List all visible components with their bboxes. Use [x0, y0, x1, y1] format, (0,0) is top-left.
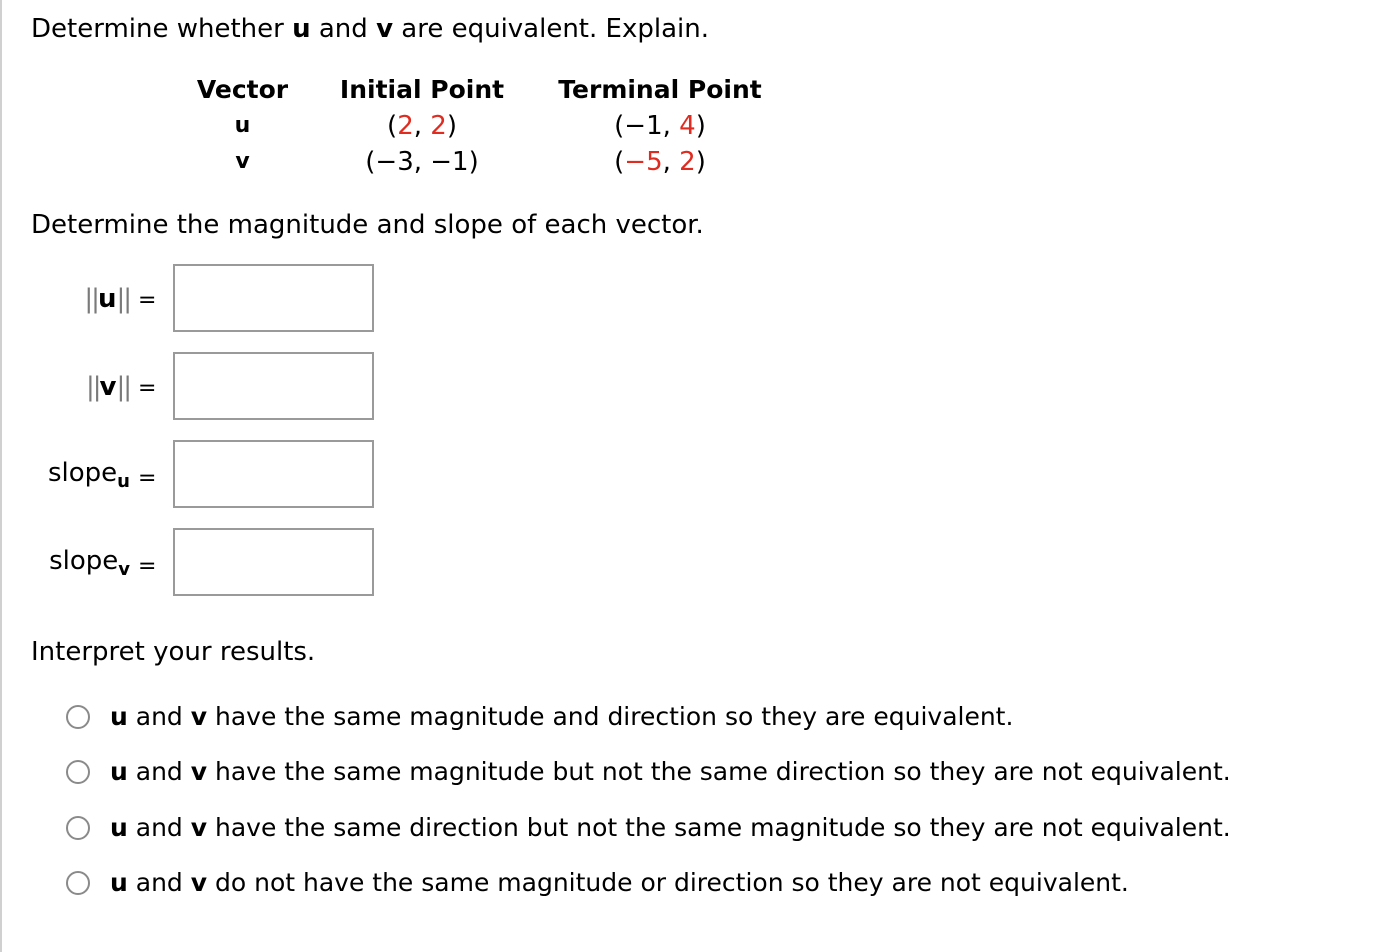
coord-value: 2	[679, 147, 696, 177]
row-u-initial	[327, 108, 517, 144]
norm-bars: ||	[116, 284, 130, 314]
vector-u-symbol: u	[110, 702, 128, 731]
slope-u-input[interactable]	[173, 440, 374, 508]
paren: (	[614, 147, 625, 177]
norm-bars: ||	[85, 372, 100, 402]
initial-point-column	[327, 72, 517, 180]
terminal-point-column	[548, 72, 772, 180]
option-row-4[interactable]	[66, 868, 1129, 897]
option-text: have the same direction but not the same magnitude so they are not equivalent.	[207, 813, 1231, 842]
equals-sign: =	[138, 288, 157, 313]
option-label-3[interactable]	[110, 813, 1231, 842]
vector-u-symbol: u	[110, 868, 128, 897]
norm-v-label	[0, 372, 130, 402]
paren: (	[614, 111, 625, 141]
paren: )	[695, 147, 706, 177]
row-u-name: u	[234, 113, 251, 138]
slope-v-input[interactable]	[173, 528, 374, 596]
radio-option-1[interactable]	[66, 705, 90, 729]
norm-v-input[interactable]	[173, 352, 374, 420]
option-text: and	[127, 702, 191, 731]
vector-v-subscript: v	[118, 559, 130, 580]
separator: ,	[413, 111, 431, 141]
equals-sign: =	[138, 554, 157, 579]
header-vector: Vector	[196, 75, 289, 104]
radio-option-2[interactable]	[66, 760, 90, 784]
section-heading-magnitude: Determine the magnitude and slope of each vector.	[31, 210, 704, 240]
vector-u-subscript: u	[117, 471, 130, 492]
option-text: have the same magnitude but not the same direction so they are not equivalent.	[207, 757, 1231, 786]
vector-column	[180, 72, 305, 180]
coord-value: 2	[430, 111, 447, 141]
paren: )	[446, 111, 457, 141]
option-label-1[interactable]	[110, 702, 1013, 731]
option-row-1[interactable]	[66, 702, 1013, 731]
separator: ,	[662, 111, 680, 141]
option-row-3[interactable]	[66, 813, 1231, 842]
paren: (	[387, 111, 398, 141]
row-v-name: v	[235, 149, 250, 174]
separator: ,	[413, 147, 431, 177]
separator: ,	[662, 147, 680, 177]
norm-bars: ||	[84, 284, 98, 314]
radio-option-4[interactable]	[66, 871, 90, 895]
prompt-text: are equivalent. Explain.	[393, 14, 709, 44]
row-v-terminal	[548, 144, 772, 180]
coord-value: −3	[375, 147, 414, 177]
radio-option-3[interactable]	[66, 816, 90, 840]
vector-u-symbol: u	[110, 813, 128, 842]
slope-text: slope	[49, 546, 119, 576]
option-text: and	[127, 757, 191, 786]
option-text: do not have the same magnitude or direction so they are not equivalent.	[207, 868, 1129, 897]
vector-v-symbol: v	[190, 757, 208, 786]
paren: (	[365, 147, 376, 177]
equals-sign: =	[138, 466, 157, 491]
option-text: and	[127, 868, 191, 897]
section-heading-interpret: Interpret your results.	[31, 637, 316, 667]
option-label-2[interactable]	[110, 757, 1231, 786]
norm-u-input[interactable]	[173, 264, 374, 332]
vector-v-symbol: v	[99, 372, 117, 402]
coord-value: 4	[679, 111, 696, 141]
coord-value: −5	[624, 147, 663, 177]
vector-v-symbol: v	[376, 14, 394, 44]
option-row-2[interactable]	[66, 757, 1231, 786]
row-u-terminal	[548, 108, 772, 144]
option-label-4[interactable]	[110, 868, 1129, 897]
norm-u-label	[0, 284, 130, 314]
coord-value: −1	[624, 111, 663, 141]
row-v-initial	[327, 144, 517, 180]
paren: )	[468, 147, 479, 177]
vector-v-symbol: v	[190, 702, 208, 731]
equals-sign: =	[138, 376, 157, 401]
vector-u-symbol: u	[110, 757, 128, 786]
coord-value: −1	[430, 147, 469, 177]
coord-value: 2	[397, 111, 414, 141]
prompt-text: Determine whether	[31, 14, 293, 44]
vector-u-symbol: u	[97, 284, 117, 314]
norm-bars: ||	[116, 372, 130, 402]
slope-u-label	[0, 458, 130, 492]
slope-v-label	[0, 546, 130, 580]
option-text: have the same magnitude and direction so they are equivalent.	[207, 702, 1014, 731]
vector-v-symbol: v	[190, 868, 208, 897]
question-prompt	[31, 14, 709, 44]
paren: )	[695, 111, 706, 141]
option-text: and	[127, 813, 191, 842]
prompt-text: and	[310, 14, 377, 44]
header-initial-point: Initial Point	[339, 75, 505, 104]
vector-v-symbol: v	[190, 813, 208, 842]
header-terminal-point: Terminal Point	[558, 75, 762, 104]
vector-u-symbol: u	[292, 14, 311, 44]
slope-text: slope	[47, 458, 118, 488]
